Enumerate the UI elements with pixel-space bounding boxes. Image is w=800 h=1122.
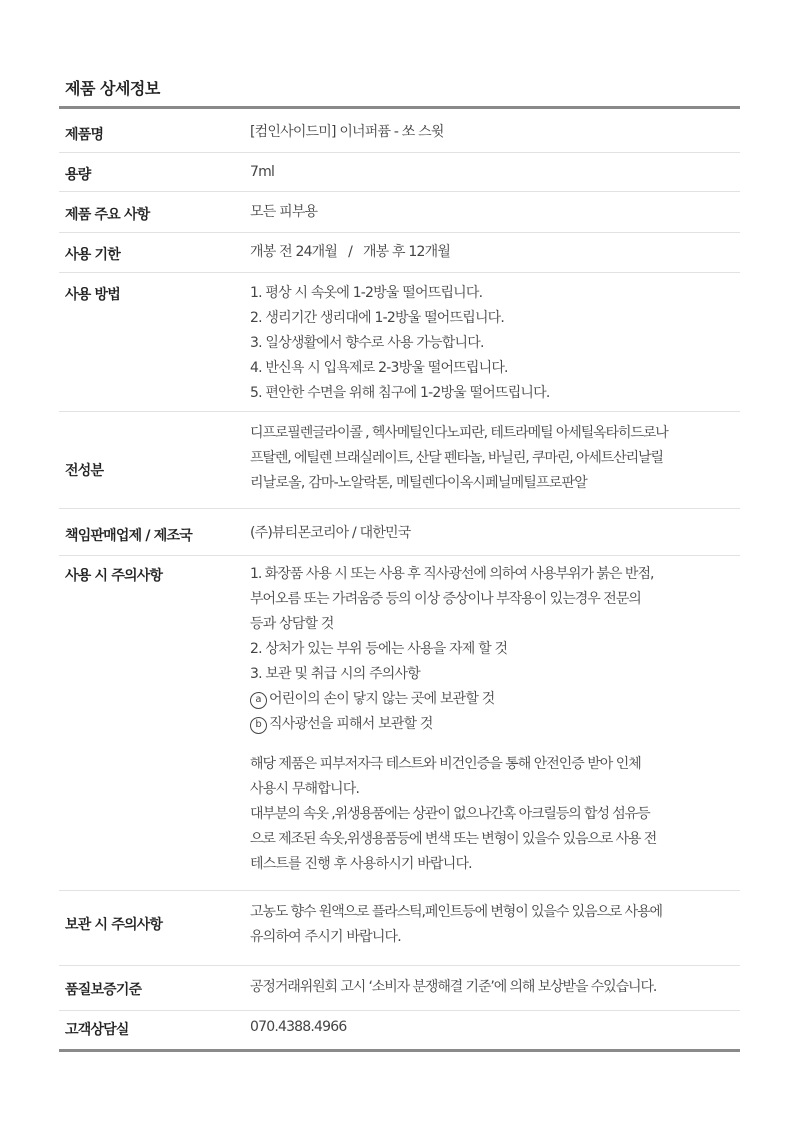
row-divider <box>59 555 740 556</box>
caution-note: 사용시 무해합니다. <box>250 781 360 797</box>
row-label-usage: 사용 방법 <box>65 287 120 303</box>
value-line: 모든 피부용 <box>250 204 318 220</box>
row-label-quality-standard: 품질보증기준 <box>65 982 142 998</box>
caution-line: 부어오름 또는 가려움증 등의 이상 증상이나 부작용이 있는경우 전문의 <box>250 591 641 607</box>
phone-number: 070.4388.4966 <box>250 1019 347 1035</box>
row-label-ingredients: 전성분 <box>65 463 104 479</box>
row-label-storage-caution: 보관 시 주의사항 <box>65 917 163 933</box>
value-line: 공정거래위원회 고시 ‘소비자 분쟁해결 기준’에 의해 보상받을 수있습니다. <box>250 979 657 995</box>
circled-a-marker: a <box>250 692 267 709</box>
row-value-usage <box>250 281 744 406</box>
value-line: [컴인사이드미] 이너퍼퓸 - 쏘 스윗 <box>250 124 444 140</box>
caution-line: 2. 상처가 있는 부위 등에는 사용을 자제 할 것 <box>250 641 508 657</box>
bottom-rule <box>59 1049 740 1052</box>
row-value-manufacturer <box>250 521 744 546</box>
row-label-usage-caution: 사용 시 주의사항 <box>65 568 163 584</box>
row-value-key-info <box>250 200 744 225</box>
usage-step: 5. 편안한 수면을 위해 침구에 1-2방울 떨어뜨립니다. <box>250 385 550 401</box>
row-divider <box>59 890 740 891</box>
row-value-ingredients <box>250 421 744 496</box>
row-value-storage-caution <box>250 900 744 950</box>
caution-line: 3. 보관 및 취급 시의 주의사항 <box>250 666 420 682</box>
ingredients-line: 프탈렌, 에틸렌 브래실레이트, 산달 펜타놀, 바닐린, 쿠마린, 아세트산리날릴 <box>250 450 663 466</box>
caution-item-a-text: 어린이의 손이 닿지 않는 곳에 보관할 것 <box>269 691 495 707</box>
row-divider <box>59 152 740 153</box>
value-line: (주)뷰티몬코리아 / 대한민국 <box>250 525 411 541</box>
row-value-expiry <box>250 240 744 265</box>
row-label-expiry: 사용 기한 <box>65 247 120 263</box>
row-label-manufacturer: 책임판매업제 / 제조국 <box>65 528 192 544</box>
caution-item-a <box>250 687 744 712</box>
caution-note: 대부분의 속옷 ,위생용품에는 상관이 없으나간혹 아크릴등의 합성 섬유등 <box>250 806 650 822</box>
row-divider <box>59 272 740 273</box>
usage-step: 4. 반신욕 시 입욕제로 2-3방울 떨어뜨립니다. <box>250 360 508 376</box>
value-line: 7ml <box>250 164 275 180</box>
row-label-volume: 용량 <box>65 167 91 183</box>
row-value-quality-standard <box>250 975 744 1000</box>
caution-line: 1. 화장품 사용 시 또는 사용 후 직사광선에 의하여 사용부위가 붉은 반점, <box>250 566 654 582</box>
row-value-customer-service <box>250 1015 744 1040</box>
row-label-key-info: 제품 주요 사항 <box>65 207 150 223</box>
row-divider <box>59 508 740 509</box>
caution-line: 등과 상담할 것 <box>250 616 334 632</box>
caution-note: 테스트를 진행 후 사용하시기 바랍니다. <box>250 856 472 872</box>
caution-item-b <box>250 712 744 737</box>
usage-step: 2. 생리기간 생리대에 1-2방울 떨어뜨립니다. <box>250 310 505 326</box>
row-value-usage-caution <box>250 562 744 877</box>
storage-line: 유의하여 주시기 바랍니다. <box>250 929 401 945</box>
row-value-volume <box>250 160 744 185</box>
row-divider <box>59 965 740 966</box>
row-divider <box>59 232 740 233</box>
storage-line: 고농도 향수 원액으로 플라스틱,페인트등에 변형이 있을수 있음으로 사용에 <box>250 904 662 920</box>
top-rule <box>59 106 740 109</box>
ingredients-line: 리날로올, 감마-노알락톤, 메틸렌다이옥시페닐메틸프로판알 <box>250 475 587 491</box>
usage-step: 3. 일상생활에서 향수로 사용 가능합니다. <box>250 335 484 351</box>
caution-item-b-text: 직사광선을 피해서 보관할 것 <box>269 716 433 732</box>
usage-step: 1. 평상 시 속옷에 1-2방울 떨어뜨립니다. <box>250 285 483 301</box>
caution-note: 으로 제조된 속옷,위생용품등에 변색 또는 변형이 있을수 있음으로 사용 전 <box>250 831 657 847</box>
row-label-customer-service: 고객상담실 <box>65 1022 129 1038</box>
row-divider <box>59 411 740 412</box>
section-title: 제품 상세정보 <box>65 79 160 98</box>
ingredients-line: 디프로필렌글라이콜 , 헥사메틸인다노피란, 테트라메틸 아세틸옥타히드로나 <box>250 425 668 441</box>
row-label-product-name: 제품명 <box>65 127 104 143</box>
value-line: 개봉 전 24개월 / 개봉 후 12개월 <box>250 244 451 260</box>
circled-b-marker: b <box>250 717 267 734</box>
row-value-product-name <box>250 120 744 145</box>
caution-note: 해당 제품은 피부저자극 테스트와 비건인증을 통해 안전인증 받아 인체 <box>250 756 641 772</box>
row-divider <box>59 1010 740 1011</box>
row-divider <box>59 191 740 192</box>
spacer <box>250 737 744 752</box>
